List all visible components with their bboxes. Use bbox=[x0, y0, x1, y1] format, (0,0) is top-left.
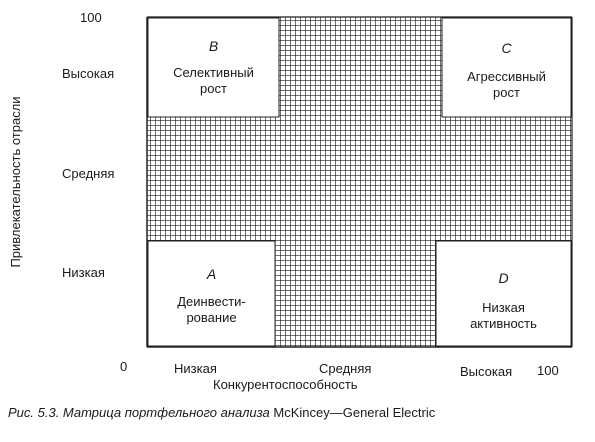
caption-suffix: McKincey—General Electric bbox=[273, 405, 436, 420]
y-max-label: 100 bbox=[80, 10, 102, 25]
origin-label: 0 bbox=[120, 359, 128, 374]
cell-a-letter: A bbox=[206, 266, 217, 282]
x-max-label: 100 bbox=[537, 363, 559, 378]
figure-caption bbox=[8, 405, 435, 420]
cell-b-letter: B bbox=[208, 38, 219, 54]
cell-b-text: Селективный рост bbox=[173, 65, 254, 96]
cell-c-frame bbox=[442, 18, 571, 117]
y-axis-title: Привлекательность отрасли bbox=[8, 96, 23, 268]
cell-c-letter: C bbox=[501, 40, 512, 56]
hatch-bottom-center bbox=[275, 241, 436, 347]
cell-d-text: Низкая активность bbox=[470, 300, 537, 331]
cell-a-text: Деинвести- рование bbox=[177, 294, 246, 325]
x-level-low: Низкая bbox=[174, 361, 217, 376]
cell-c-text: Агрессивный рост bbox=[467, 69, 546, 100]
hatch-middle-band bbox=[147, 117, 572, 241]
y-level-low: Низкая bbox=[62, 265, 105, 280]
y-level-high: Высокая bbox=[62, 66, 115, 81]
caption-prefix: Рис. 5.3. Матрица портфельного анализа bbox=[8, 405, 270, 420]
y-level-medium: Средняя bbox=[62, 166, 115, 181]
x-level-medium: Средняя bbox=[319, 361, 372, 376]
hatch-top-center bbox=[279, 17, 442, 117]
x-level-high: Высокая bbox=[460, 364, 513, 379]
x-axis-title: Конкурентоспособность bbox=[213, 377, 358, 392]
cell-d-letter: D bbox=[498, 270, 509, 286]
